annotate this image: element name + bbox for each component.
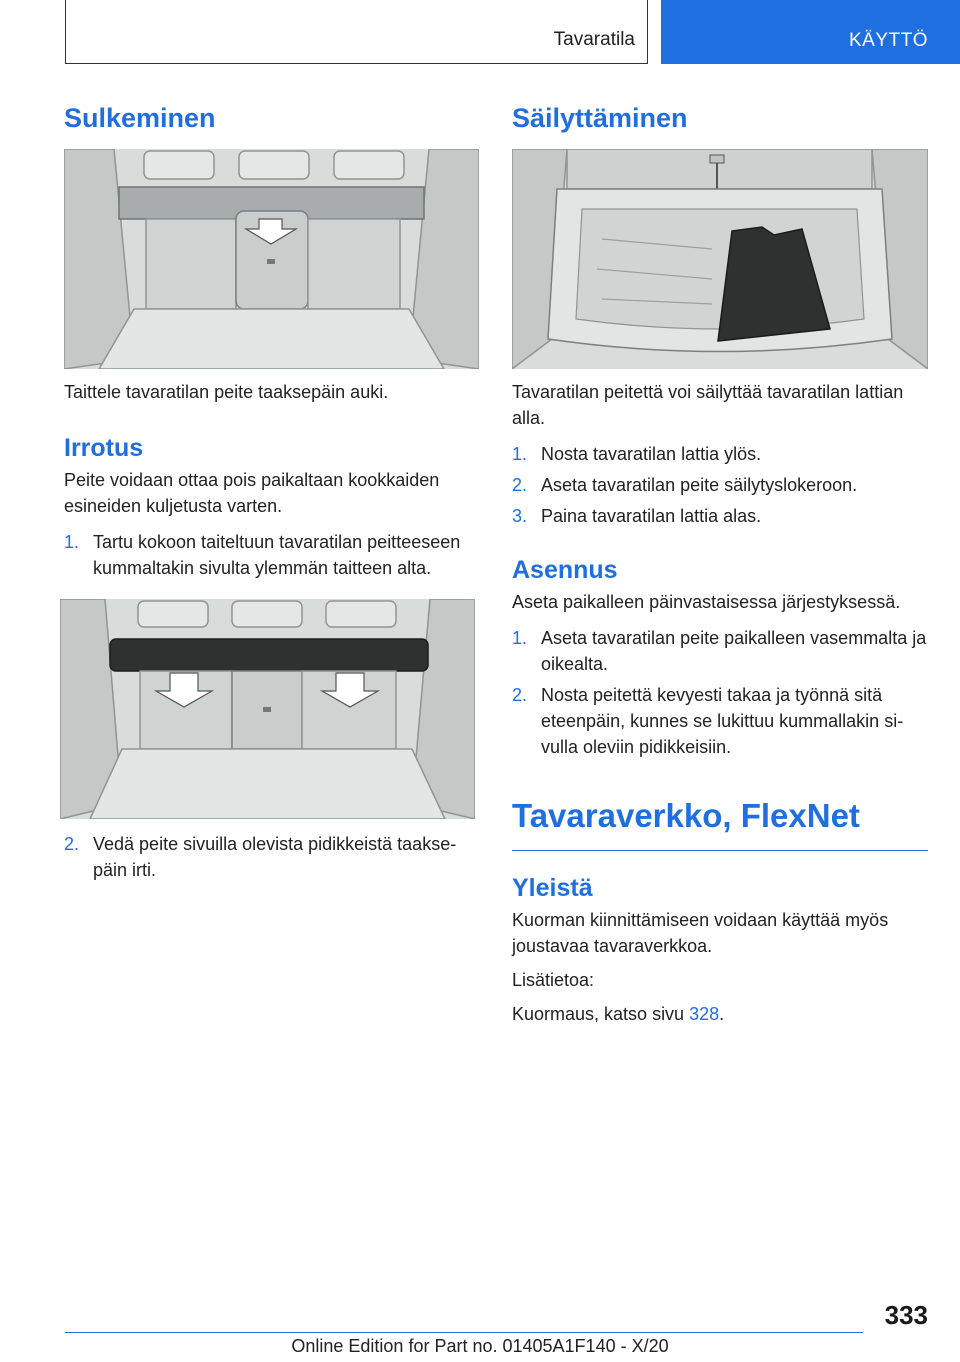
step-number: 3. [512,506,528,526]
page-link-328[interactable]: 328 [689,1004,720,1024]
heading-sulkeminen: Sulkeminen [64,103,216,133]
footer-edition: Online Edition for Part no. 01405A1F140 - X/20 [291,1336,669,1356]
step-text: Tartu kokoon taiteltuun tavaratilan peitteeseen kummaltakin sivulta ylemmän taitteen alta. [93,532,461,578]
left-column [64,96,479,883]
reference-text: Kuormaus, katso sivu [512,1004,690,1024]
general-text: Kuorman kiinnittämiseen voidaan käyttää myös joustavaa tavaraverkkoa. [512,910,889,956]
step-text: Nosta peitettä kevyesti takaa ja työnnä sitä eteenpäin, kunnes se lukittuu kummallakin sivulla oleviin pidikkeisiin. [541,685,904,757]
right-column [512,96,928,1027]
list-item [512,625,928,677]
caption-fold-cover: Taittele tavaratilan peite taaksepäin auki. [64,382,389,402]
irrotus-intro: Peite voidaan ottaa pois paikaltaan kookkaiden esineiden kuljetusta varten. [64,470,440,516]
step-number: 1. [512,628,528,648]
list-item [64,831,479,883]
heading-irrotus: Irrotus [64,434,144,462]
irrotus-steps-2 [64,831,479,883]
step-number: 2. [512,475,528,495]
figure-cover-storage [512,149,928,369]
figure-cargo-cover-release [60,599,475,819]
step-text: Vedä peite sivuilla olevista pidikkeistä taaksepäin irti. [93,834,457,880]
chapter-tab[interactable] [661,0,960,64]
step-number: 1. [64,532,80,552]
asennus-steps [512,625,928,760]
irrotus-steps-1 [64,529,479,581]
footer-divider [65,1332,863,1333]
heading-sailyttaminen: Säilyttäminen [512,103,688,133]
step-number: 2. [64,834,80,854]
more-info-label: Lisätietoa: [512,970,595,990]
page-number: 333 [884,1300,928,1330]
step-text: Aseta tavaratilan peite säilytyslokeroon. [541,475,858,495]
header-box [65,0,648,64]
storage-steps [512,441,928,529]
header-section-title: Tavaratila [553,29,635,50]
list-item [512,472,928,498]
list-item [512,441,928,467]
step-number: 1. [512,444,528,464]
heading-yleista: Yleistä [512,874,593,902]
figure-cargo-cover-closed [64,149,479,369]
list-item [512,682,928,760]
caption-storage: Tavaratilan peitettä voi säilyttää tavaratilan lattian alla. [512,382,904,428]
section-title-flexnet: Tavaraverkko, FlexNet [512,786,928,851]
list-item [512,503,928,529]
asennus-intro: Aseta paikalleen päinvastaisessa järjestyksessä. [512,592,901,612]
step-text: Nosta tavaratilan lattia ylös. [541,444,762,464]
step-number: 2. [512,685,528,705]
step-text: Paina tavaratilan lattia alas. [541,506,762,526]
heading-asennus: Asennus [512,556,618,584]
list-item [64,529,479,581]
step-text: Aseta tavaratilan peite paikalleen vasemmalta ja oikealta. [541,628,927,674]
chapter-tab-label: KÄYTTÖ [848,30,928,51]
cross-reference [512,1001,928,1027]
reference-period: . [719,1004,725,1024]
